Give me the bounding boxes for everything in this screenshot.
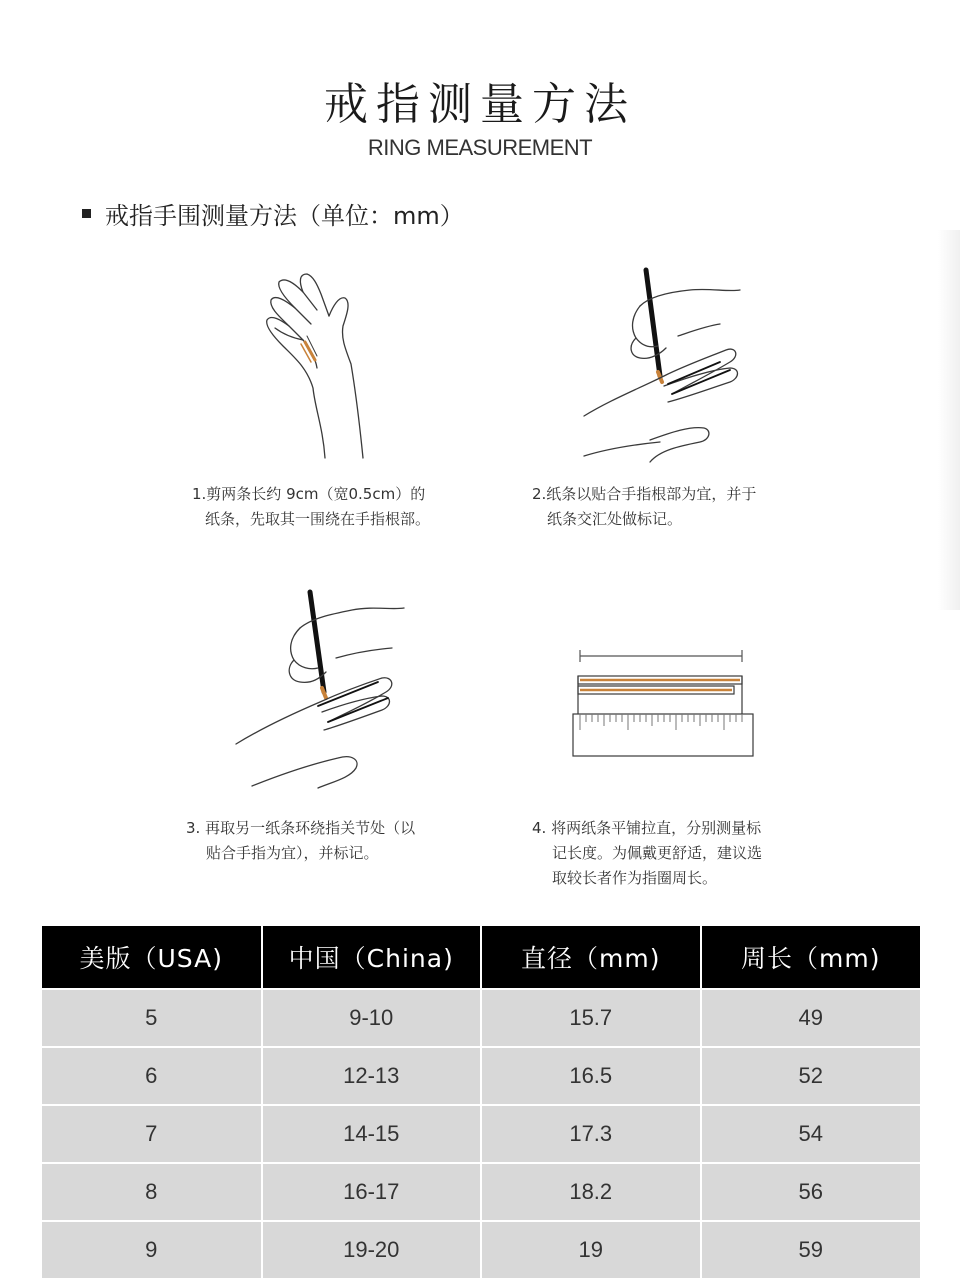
- cell-diameter: 16.5: [481, 1047, 701, 1105]
- table-row: [42, 1047, 920, 1105]
- hand-marking-base-icon: [580, 266, 750, 466]
- step-4-line-3: 取较长者作为指圈周长。: [552, 869, 718, 887]
- step-2-caption: [532, 482, 756, 532]
- step-4-caption: [532, 816, 762, 891]
- cell-usa: 5: [42, 989, 262, 1047]
- step-3-line-1: 3. 再取另一纸条环绕指关节处（以: [186, 819, 416, 837]
- table-row: [42, 1221, 920, 1279]
- cell-usa: 6: [42, 1047, 262, 1105]
- step-3-line-2: 贴合手指为宜），并标记。: [206, 844, 379, 862]
- step-1-line-1: 1.剪两条长约 9cm（宽0.5cm）的: [192, 485, 426, 503]
- step-4-line-2: 记长度。为佩戴更舒适，建议选: [552, 844, 763, 862]
- edge-shadow: [938, 230, 960, 610]
- cell-circumference: 54: [701, 1105, 921, 1163]
- cell-diameter: 17.3: [481, 1105, 701, 1163]
- size-table: [42, 926, 920, 1280]
- step-2-line-1: 2.纸条以贴合手指根部为宜，并于: [532, 485, 757, 503]
- page-subtitle: RING MEASUREMENT: [367, 135, 593, 160]
- header-diameter: 直径（mm): [481, 926, 701, 989]
- step-1-caption: [192, 482, 430, 532]
- cell-usa: 8: [42, 1163, 262, 1221]
- square-bullet-icon: [82, 209, 91, 218]
- page-title: 戒指测量方法: [324, 79, 636, 130]
- cell-china: 14-15: [262, 1105, 482, 1163]
- cell-circumference: 49: [701, 989, 921, 1047]
- header-china: 中国（China): [262, 926, 482, 989]
- step-4-line-1: 4. 将两纸条平铺拉直，分别测量标: [532, 819, 762, 837]
- hand-with-ring-icon: [255, 268, 395, 463]
- cell-circumference: 56: [701, 1163, 921, 1221]
- section-heading-text: 戒指手围测量方法（单位：mm）: [105, 202, 464, 230]
- table-row: [42, 1105, 920, 1163]
- cell-diameter: 19: [481, 1221, 701, 1279]
- cell-diameter: 18.2: [481, 1163, 701, 1221]
- header-usa: 美版（USA): [42, 926, 262, 989]
- cell-china: 12-13: [262, 1047, 482, 1105]
- table-row: [42, 989, 920, 1047]
- step-1-line-2: 纸条，先取其一围绕在手指根部。: [205, 510, 431, 528]
- header-circumference: 周长（mm): [701, 926, 921, 989]
- cell-usa: 7: [42, 1105, 262, 1163]
- table-header-row: [42, 926, 920, 989]
- hand-marking-knuckle-icon: [232, 588, 412, 793]
- cell-circumference: 52: [701, 1047, 921, 1105]
- table-row: [42, 1163, 920, 1221]
- ruler-strips-icon: [570, 646, 756, 762]
- cell-china: 19-20: [262, 1221, 482, 1279]
- step-3-caption: [186, 816, 415, 866]
- cell-china: 16-17: [262, 1163, 482, 1221]
- step-2-line-2: 纸条交汇处做标记。: [547, 510, 683, 528]
- cell-china: 9-10: [262, 989, 482, 1047]
- section-heading: [82, 196, 464, 231]
- cell-diameter: 15.7: [481, 989, 701, 1047]
- cell-usa: 9: [42, 1221, 262, 1279]
- cell-circumference: 59: [701, 1221, 921, 1279]
